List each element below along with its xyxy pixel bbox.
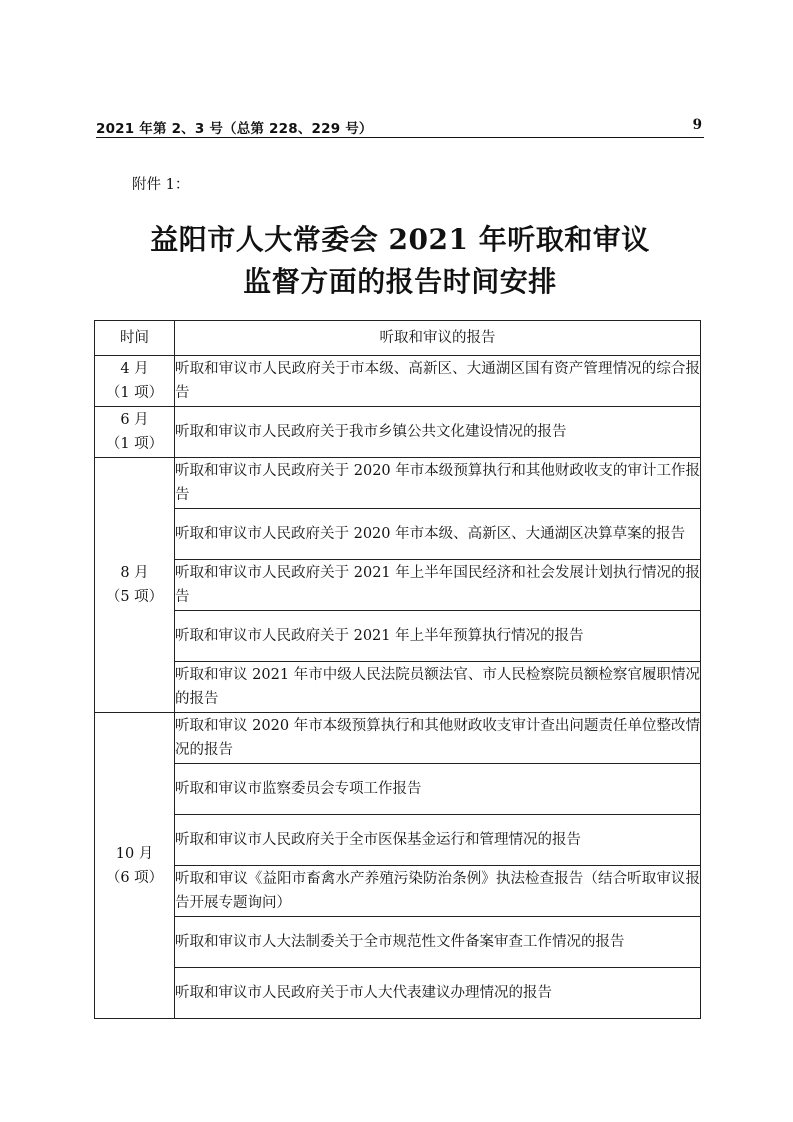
table-row [95, 458, 701, 509]
month-cell [95, 458, 175, 713]
table-row [95, 509, 701, 560]
column-header-time: 时间 [95, 321, 175, 356]
item-count: （6 项） [105, 869, 164, 886]
document-title-line-2: 监督方面的报告时间安排 [243, 265, 557, 298]
report-cell: 听取和审议市人民政府关于市本级、高新区、大通湖区国有资产管理情况的综合报告 [175, 356, 701, 407]
month-label: 10 月 [115, 845, 154, 862]
report-cell: 听取和审议市人民政府关于 2021 年上半年国民经济和社会发展计划执行情况的报告 [175, 560, 701, 611]
page-number: 9 [692, 117, 702, 133]
month-cell [95, 407, 175, 458]
issue-label: 2021 年第 2、3 号（总第 228、229 号） [96, 121, 373, 137]
table-row [95, 917, 701, 968]
table-row [95, 866, 701, 917]
table-row [95, 407, 701, 458]
report-schedule-table [94, 320, 701, 1019]
running-header [96, 117, 704, 138]
table-row [95, 662, 701, 713]
month-cell [95, 356, 175, 407]
table-header-row [95, 321, 701, 356]
report-cell: 听取和审议市人民政府关于 2021 年上半年预算执行情况的报告 [175, 611, 701, 662]
item-count: （5 项） [105, 589, 164, 605]
report-cell: 听取和审议市人民政府关于市人大代表建议办理情况的报告 [175, 968, 701, 1019]
month-label: 4 月 [120, 361, 149, 377]
report-cell: 听取和审议市人民政府关于 2020 年市本级预算执行和其他财政收支的审计工作报告 [175, 458, 701, 509]
item-count: （1 项） [105, 436, 164, 452]
table-row [95, 356, 701, 407]
table-row [95, 764, 701, 815]
table-row [95, 968, 701, 1019]
item-count: （1 项） [105, 385, 164, 401]
report-cell: 听取和审议市人民政府关于我市乡镇公共文化建设情况的报告 [175, 407, 701, 458]
table-row [95, 815, 701, 866]
document-title-line-1: 益阳市人大常委会 2021 年听取和审议 [150, 223, 650, 256]
report-cell: 听取和审议市人民政府关于全市医保基金运行和管理情况的报告 [175, 815, 701, 866]
table-row [95, 713, 701, 764]
report-cell: 听取和审议 2021 年市中级人民法院员额法官、市人民检察院员额检察官履职情况的报告 [175, 662, 701, 713]
table-row [95, 560, 701, 611]
month-cell [95, 713, 175, 1019]
report-cell: 听取和审议市监察委员会专项工作报告 [175, 764, 701, 815]
report-cell: 听取和审议市人民政府关于 2020 年市本级、高新区、大通湖区决算草案的报告 [175, 509, 701, 560]
month-label: 6 月 [120, 412, 149, 428]
column-header-report: 听取和审议的报告 [175, 321, 701, 356]
table-row [95, 611, 701, 662]
report-cell: 听取和审议《益阳市畜禽水产养殖污染防治条例》执法检查报告（结合听取审议报告开展专题询问） [175, 866, 701, 917]
month-label: 8 月 [120, 565, 149, 581]
attachment-label: 附件 1： [132, 177, 190, 193]
report-cell: 听取和审议 2020 年市本级预算执行和其他财政收支审计查出问题责任单位整改情况的报告 [175, 713, 701, 764]
report-cell: 听取和审议市人大法制委关于全市规范性文件备案审查工作情况的报告 [175, 917, 701, 968]
